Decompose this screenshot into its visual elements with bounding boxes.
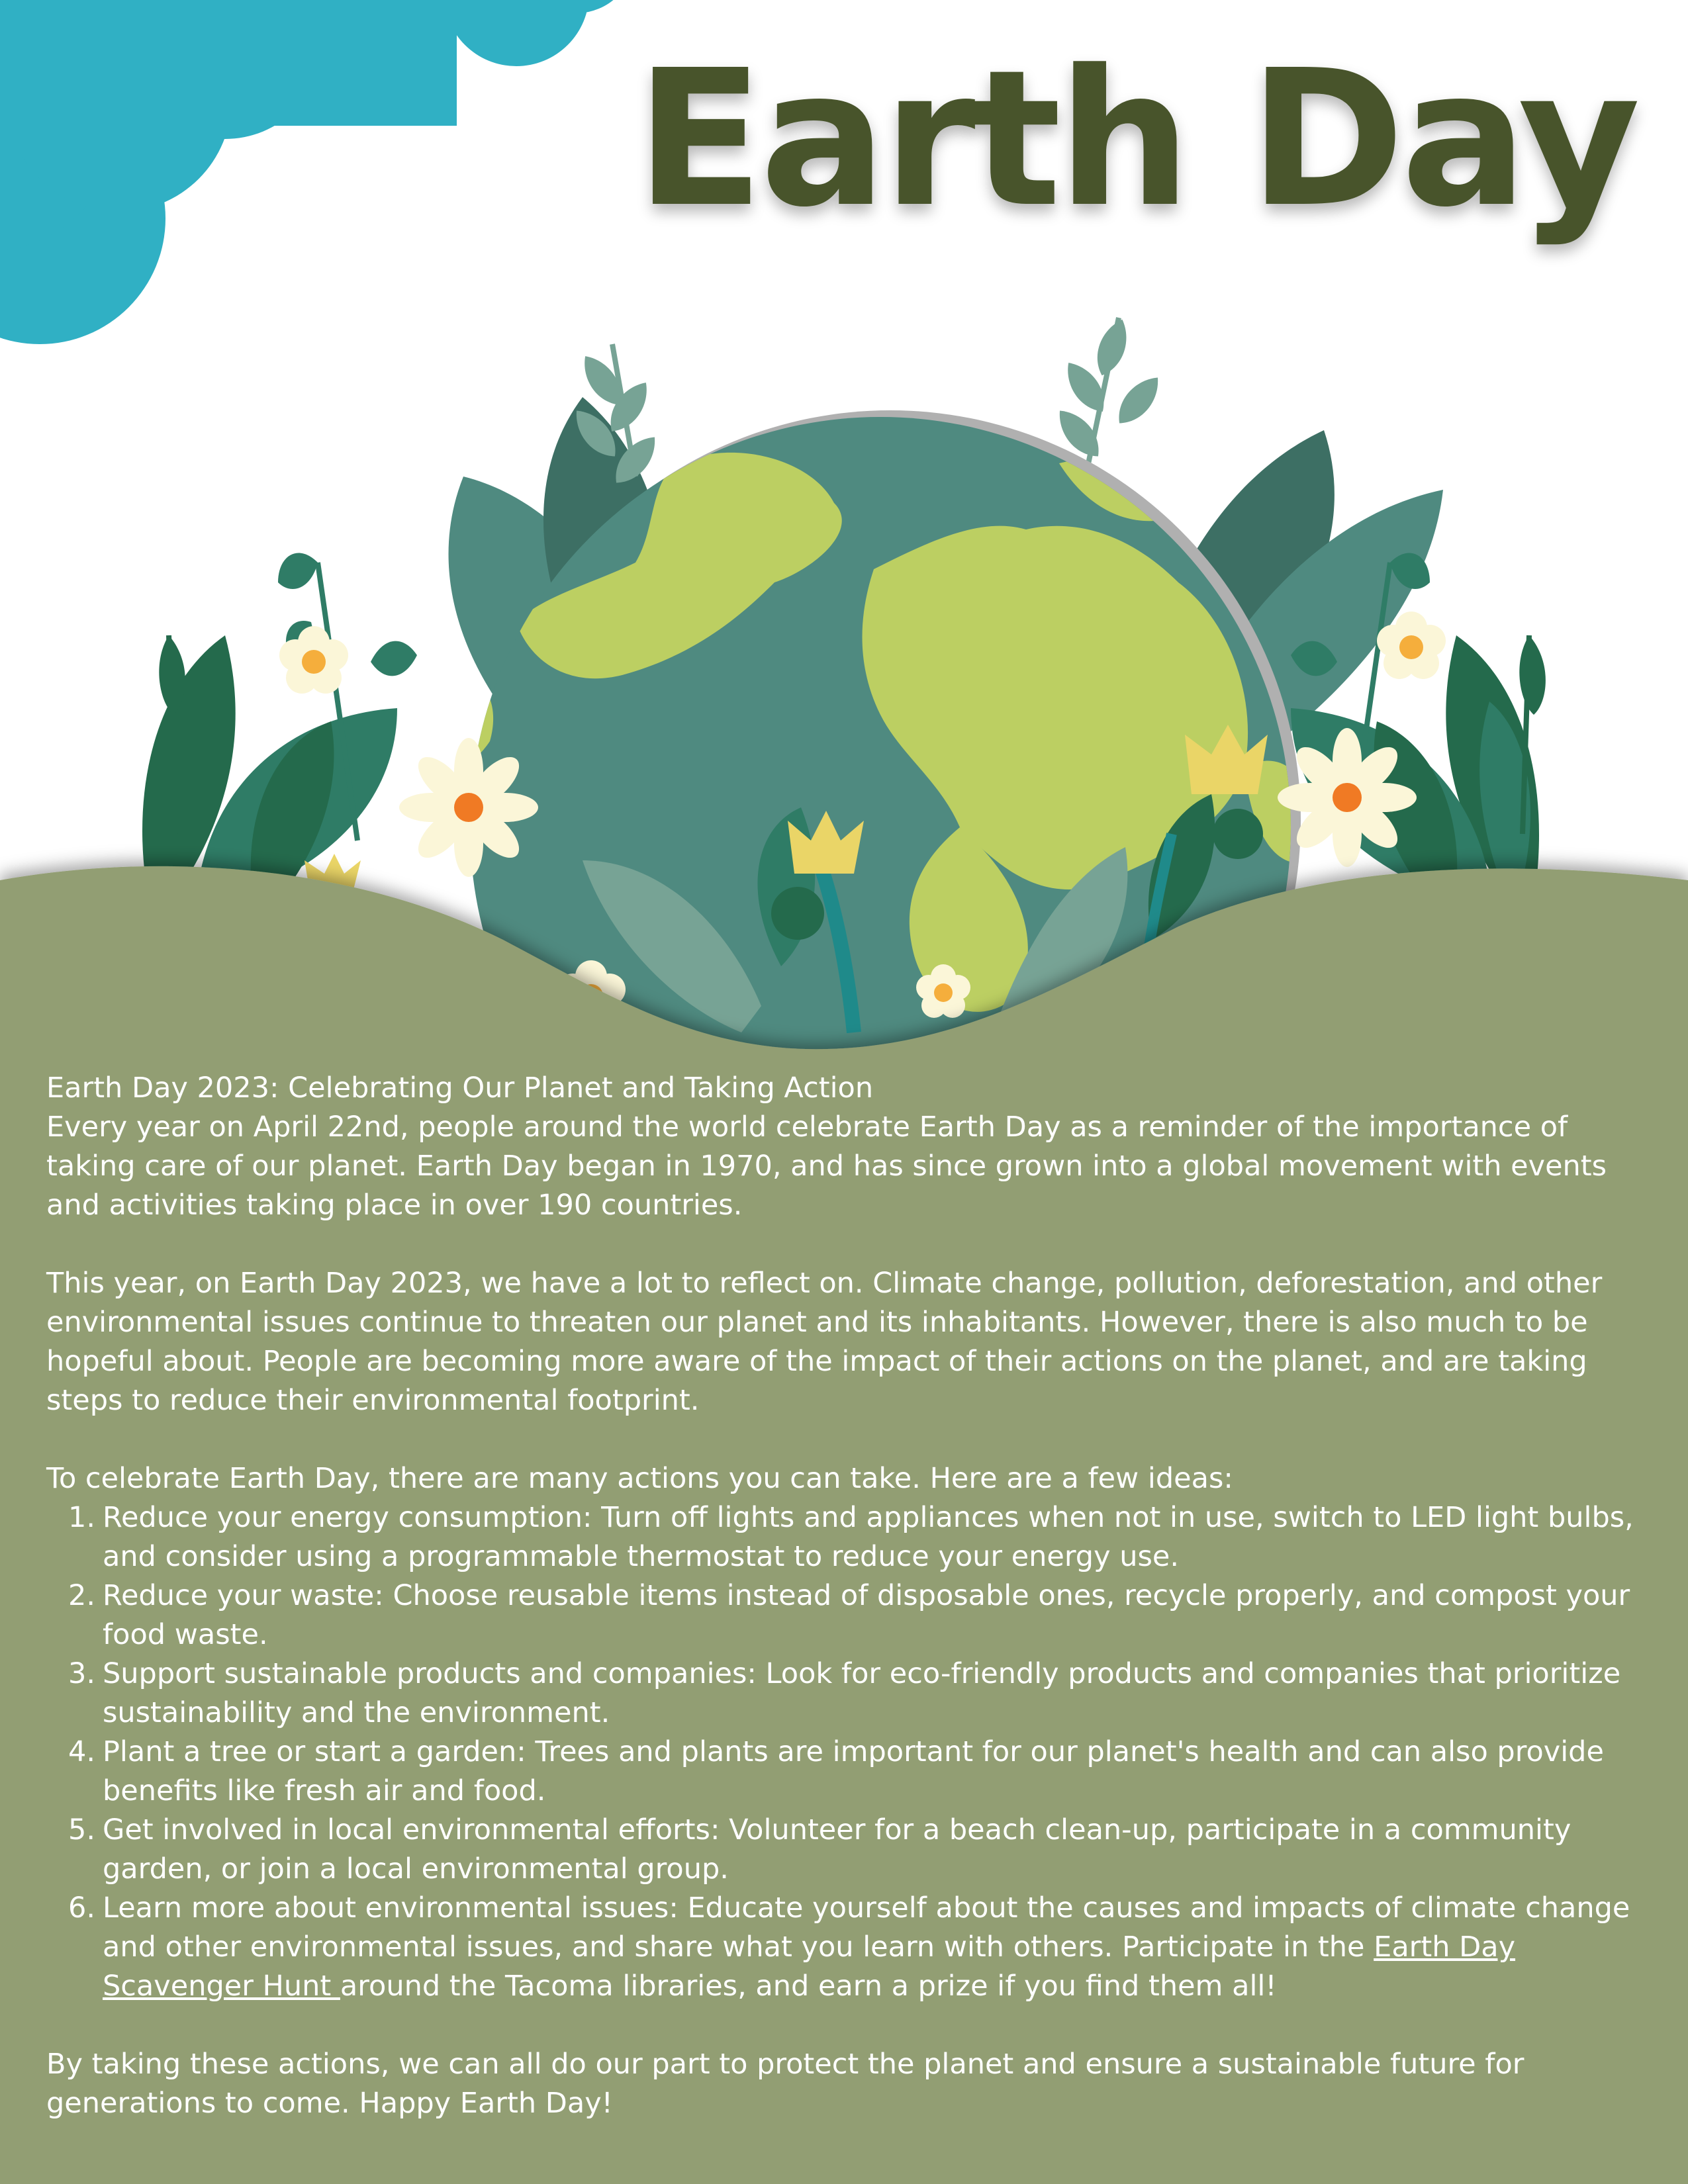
reflection-paragraph: This year, on Earth Day 2023, we have a lot to reflect on. Climate change, pollution, deforestation, and other environmental issues continue to threaten our planet and its inhabitants. However, there is also much to be hopeful about. People are becoming more aware of the impact of their actions on the planet, and are taking steps to reduce their environmental footprint. (46, 1267, 1603, 1417)
list-item-text: Reduce your energy consumption: Turn off lights and appliances when not in use, switch to LED light bulbs, and consider using a programmable thermostat to reduce your energy use. (103, 1501, 1634, 1573)
cloud-icon (0, 0, 635, 344)
list-item-text: around the Tacoma libraries, and earn a prize if you find them all! (340, 1970, 1277, 2003)
list-number: 5. (68, 1813, 95, 1846)
spacer (46, 1420, 1648, 1459)
list-item-text: Support sustainable products and companies: Look for eco-friendly products and companies that prioritize sustainability and the environment. (103, 1657, 1621, 1729)
article (46, 1069, 1648, 2123)
spacer (46, 1225, 1648, 1264)
list-item-text: Plant a tree or start a garden: Trees and plants are important for our planet's health and can also provide benefits like fresh air and food. (103, 1735, 1604, 1807)
list-item (46, 1811, 1648, 1889)
list-number: 6. (68, 1891, 95, 1925)
closing-paragraph: By taking these actions, we can all do our part to protect the planet and ensure a sustainable future for generations to come. Happy Earth Day! (46, 2048, 1524, 2120)
article-heading: Earth Day 2023: Celebrating Our Planet and Taking Action (46, 1071, 874, 1105)
list-number: 2. (68, 1579, 95, 1612)
list-item-text: Get involved in local environmental efforts: Volunteer for a beach clean-up, participate in a community garden, or join a local environmental group. (103, 1813, 1571, 1886)
list-number: 1. (68, 1501, 95, 1534)
intro-paragraph: Every year on April 22nd, people around the world celebrate Earth Day as a reminder of the importance of taking care of our planet. Earth Day began in 1970, and has since grown into a global movement with events and activities taking place in over 190 countries. (46, 1111, 1607, 1222)
page-title: Earth Day (635, 29, 1637, 248)
list-number: 3. (68, 1657, 95, 1690)
ideas-list (46, 1498, 1648, 2006)
spacer (46, 2006, 1648, 2045)
list-item (46, 1655, 1648, 1733)
list-item-text: Reduce your waste: Choose reusable items instead of disposable ones, recycle properly, and compost your food waste. (103, 1579, 1630, 1651)
scavenger-hunt-link[interactable]: Earth Day Scavenger Hunt (103, 1931, 1516, 2003)
list-item (46, 1889, 1648, 2006)
list-number: 4. (68, 1735, 95, 1768)
list-item (46, 1498, 1648, 1576)
ideas-intro: To celebrate Earth Day, there are many actions you can take. Here are a few ideas: (46, 1462, 1233, 1495)
list-item (46, 1733, 1648, 1811)
list-item (46, 1576, 1648, 1655)
list-item-text: Learn more about environmental issues: Educate yourself about the causes and impacts of climate change and other environmental issues, and share what you learn with others. Participate in the (103, 1891, 1630, 1964)
